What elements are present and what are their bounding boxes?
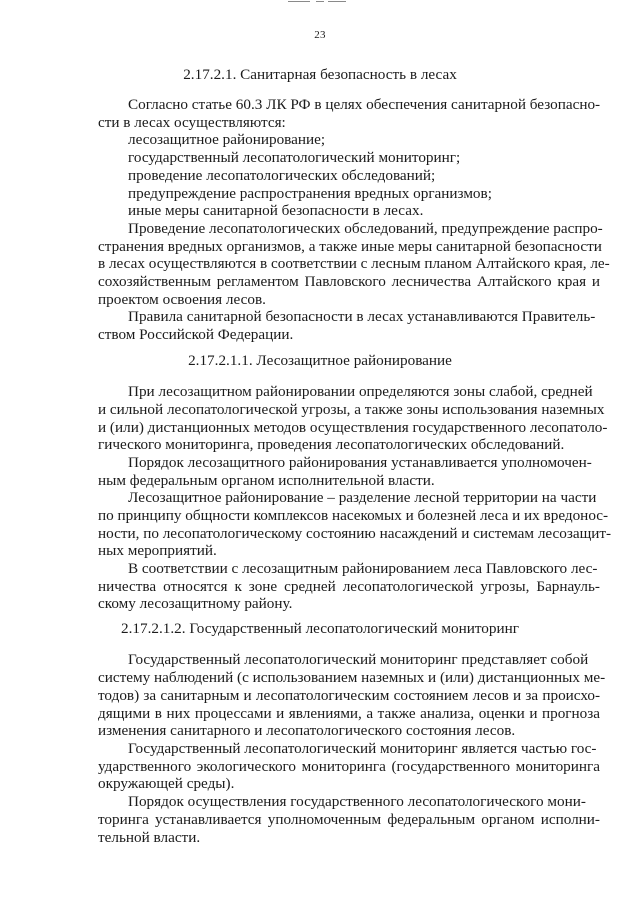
text-line: ности, по лесопатологическому состоянию насаждений и системам лесозащит- [98, 525, 612, 542]
text-line: ством Российской Федерации. [98, 326, 294, 343]
section-heading: 2.17.2.1. Санитарная безопасность в лесах [183, 66, 457, 83]
list-item: государственный лесопатологический мониторинг; [128, 149, 461, 166]
text-line: скому лесозащитному району. [98, 595, 293, 612]
text-line: ным федеральным органом исполнительной власти. [98, 472, 435, 489]
text-line: в лесах осуществляются в соответствии с лесным планом Алтайского края, ле- [98, 255, 610, 272]
text-line: Порядок осуществления государственного лесопатологического мони- [128, 793, 586, 810]
text-line: Государственный лесопатологический мониторинг представляет собой [128, 651, 589, 668]
text-line: тельной власти. [98, 829, 201, 846]
scan-artifact [288, 0, 348, 4]
list-item: предупреждение распространения вредных организмов; [128, 185, 492, 202]
list-item: иные меры санитарной безопасности в лесах. [128, 202, 424, 219]
text-line: Проведение лесопатологических обследований, предупреждение распро- [128, 220, 603, 237]
text-line: и сильной лесопатологической угрозы, а также зоны использования наземных [98, 401, 605, 418]
text-line: ударственного экологического мониторинга (государственного мониторинга [98, 758, 600, 775]
text-line: окружающей среды). [98, 775, 235, 792]
text-line: Правила санитарной безопасности в лесах устанавливаются Правитель- [128, 308, 596, 325]
section-heading: 2.17.2.1.2. Государственный лесопатологический мониторинг [121, 620, 519, 637]
list-item: лесозащитное районирование; [128, 131, 326, 148]
text-line: странения вредных организмов, а также иные меры санитарной безопасности [98, 238, 602, 255]
text-line: сохозяйственным регламентом Павловского лесничества Алтайского края и [98, 273, 600, 290]
section-heading: 2.17.2.1.1. Лесозащитное районирование [188, 352, 452, 369]
text-line: ничества относятся к зоне средней лесопатологической угрозы, Барнауль- [98, 578, 600, 595]
text-line: Порядок лесозащитного районирования устанавливается уполномочен- [128, 454, 592, 471]
text-line: изменения санитарного и лесопатологического состояния лесов. [98, 722, 516, 739]
text-line: тодов) за санитарным и лесопатологическим состоянием лесов и за происхо- [98, 687, 600, 704]
text-line: Государственный лесопатологический мониторинг является частью гос- [128, 740, 597, 757]
text-line: ных мероприятий. [98, 542, 217, 559]
text-line: торинга устанавливается уполномоченным федеральным органом исполни- [98, 811, 600, 828]
text-line: дящими в них процессами и явлениями, а также анализа, оценки и прогноза [98, 705, 600, 722]
page-number: 23 [314, 29, 326, 41]
text-line: по принципу общности комплексов насекомых и болезней леса и их вредонос- [98, 507, 609, 524]
list-item: проведение лесопатологических обследований; [128, 167, 436, 184]
text-line: систему наблюдений (с использованием наземных и (или) дистанционных ме- [98, 669, 606, 686]
text-line: сти в лесах осуществляются: [98, 114, 286, 131]
text-line: гического мониторинга, проведения лесопатологических обследований. [98, 436, 565, 453]
text-line: Согласно статье 60.3 ЛК РФ в целях обеспечения санитарной безопасно- [128, 96, 601, 113]
text-line: и (или) дистанционных методов осуществления государственного лесопатоло- [98, 419, 608, 436]
text-line: Лесозащитное районирование – разделение лесной территории на части [128, 489, 597, 506]
text-line: При лесозащитном районировании определяются зоны слабой, средней [128, 383, 593, 400]
text-line: В соответствии с лесозащитным районированием леса Павловского лес- [128, 560, 598, 577]
text-line: проектом освоения лесов. [98, 291, 266, 308]
